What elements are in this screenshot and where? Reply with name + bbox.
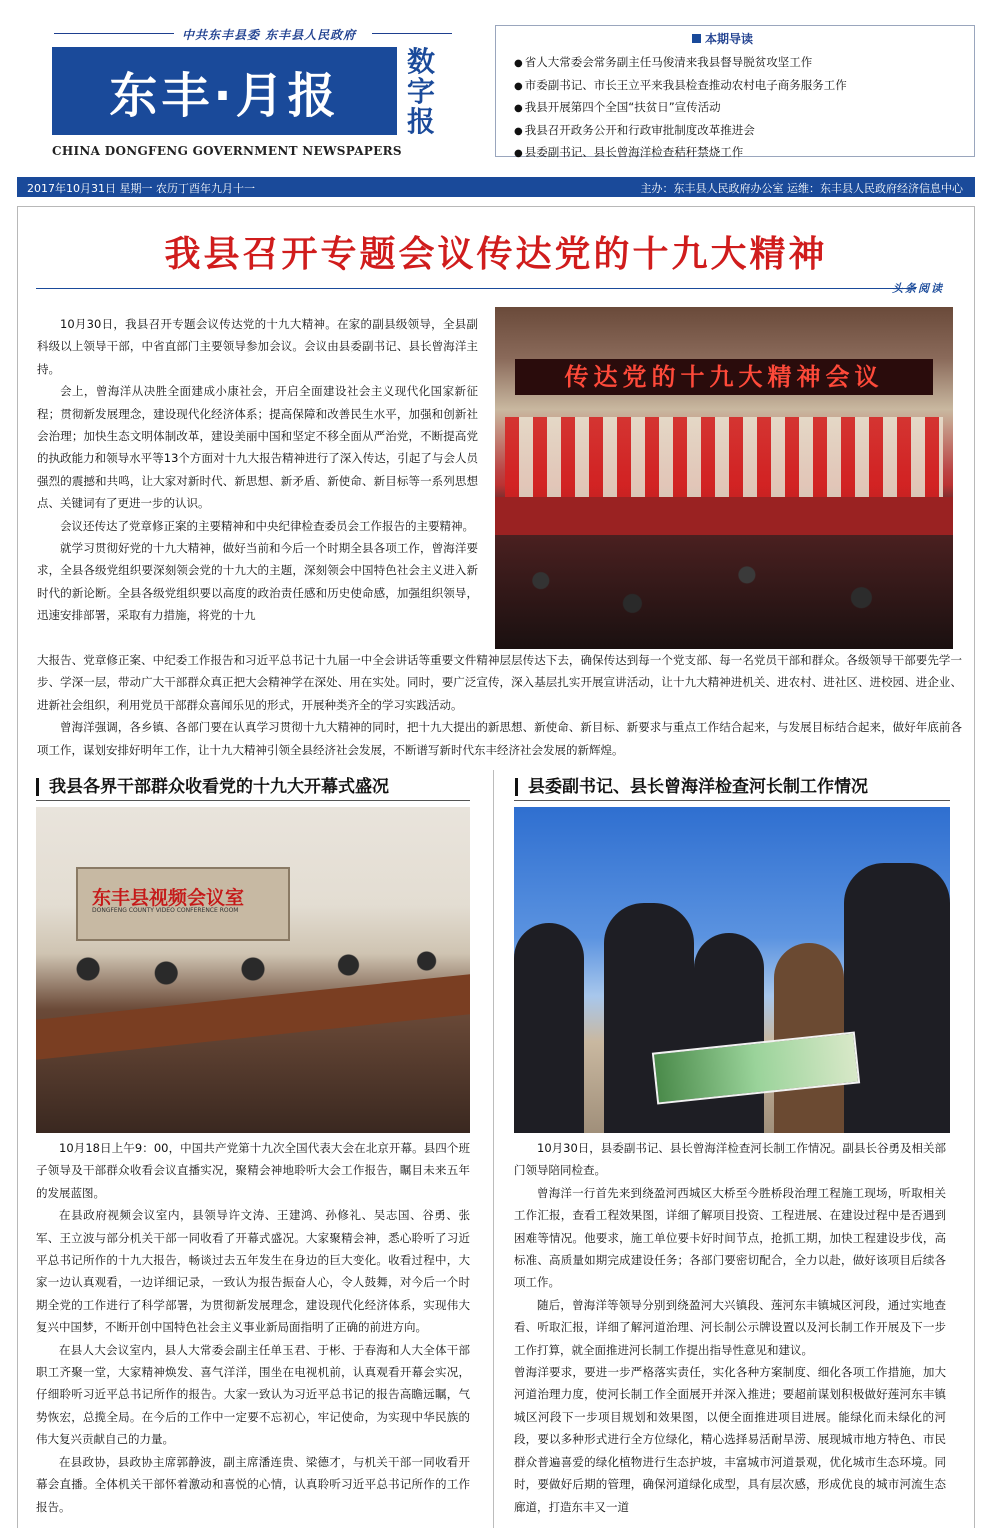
guide-link[interactable]: ● 县委副书记、县长曾海洋检查秸秆禁烧工作 <box>514 142 847 165</box>
photo-banner: 传达党的十九大精神会议 <box>515 359 933 395</box>
article1-title[interactable]: 我县各界干部群众收看党的十九大开幕式盛况 <box>36 778 389 796</box>
date-bar <box>17 177 975 197</box>
lead-headline[interactable]: 我县召开专题会议传达党的十九大精神 <box>164 233 828 275</box>
paragraph: 10月18日上午9：00，中国共产党第十九次全国代表大会在北京开幕。县四个班子领导及干部群众收看会议直播实况，聚精会神地聆听大会工作报告，瞩目未来五年的发展蓝图。 <box>36 1141 470 1200</box>
paragraph: 在县政协，县政协主席郭静波，副主席潘连贵、梁德才，与机关干部一同收看开幕会直播。全体机关干部怀着激动和喜悦的心情，认真聆听习近平总书记所作的工作报告。 <box>36 1454 470 1514</box>
issue-date: 2017年10月31日 星期一 农历丁酉年九月十一 <box>27 182 255 195</box>
article1-photo-conference-room <box>36 807 470 1133</box>
paragraph: 曾海洋一行首先来到绕盈河西城区大桥至今胜桥段治理工程施工现场，听取相关工作汇报，查看工程效果图，详细了解项目投资、工程进展、在建设过程中是否遇到困难等情况。他要求，施工单位要卡好时间节点，抢抓工期，加快工程建设步伐，高标准、高质量如期完成建设任务；各部门要密切配合，全力以赴，做好该项目后续各项工作。 <box>514 1185 946 1290</box>
photo-person <box>844 863 950 1133</box>
issue-guide-list <box>514 52 847 165</box>
lead-divider <box>36 288 916 289</box>
lead-tag: 头条阅读 <box>892 282 944 295</box>
guide-link[interactable]: ● 市委副书记、市长王立平来我县检查推动农村电子商务服务工作 <box>514 75 847 98</box>
paragraph: 就学习贯彻好党的十九大精神，做好当前和今后一个时期全县各项工作，曾海洋要求，全县各级党组织要深刻领会党的十九大的主题，深刻领会中国特色社会主义进入新时代的新论断。全县各级党组织要以高度的政治责任感和历史使命感，加强组织领导，迅速安排部署，采取有力措施，将党的十九 <box>37 541 478 623</box>
issue-guide-title: 本期导读 <box>692 30 753 47</box>
paragraph: 会上，曾海洋从决胜全面建成小康社会，开启全面建设社会主义现代化国家新征程；贯彻新发展理念，建设现代化经济体系；提高保障和改善民生水平，加强和创新社会治理；加快生态文明体制改革，建设美丽中国和坚定不移全面从严治党，不断提高党的执政能力和领导水平等13个方面对十九大报告精神进行了深入传达，引起了与会人员强烈的震撼和共鸣，让大家对新时代、新思想、新矛盾、新使命、新目标等一系列思想点、关键词有了更进一步的认识。 <box>37 384 478 511</box>
paragraph: 曾海洋强调，各乡镇、各部门要在认真学习贯彻十九大精神的同时，把十九大提出的新思想、新使命、新目标、新要求与重点工作结合起来，与发展目标结合起来，做好年底前各项工作，谋划安排好明年工作，让十九大精神引领全县经济社会发展，不断谱写新时代东丰经济社会发展的新辉煌。 <box>37 720 962 757</box>
paragraph: 在县政府视频会议室内，县领导许文涛、王建鸿、孙修礼、吴志国、谷勇、张军、王立波与部分机关干部一同收看了开幕式盛况。大家聚精会神，悉心聆听了习近平总书记所作的十九大报告，畅谈过去五年发生在身边的巨大变化。收看过程中，大家一边认真观看，一边详细记录，一致认为报告振奋人心，令人鼓舞，对今后一个时期全党的工作进行了科学部署，为贯彻新发展理念，建设现代化经济体系，实现伟大复兴中国梦，不断开创中国特色社会主义事业新局面指明了正确的前进方向。 <box>36 1208 470 1335</box>
masthead-org: 中共东丰县委 东丰县人民政府 <box>182 28 357 42</box>
masthead-english: CHINA DONGFENG GOVERNMENT NEWSPAPERS <box>52 144 402 158</box>
issue-guide-box <box>495 25 975 157</box>
masthead-digital-badge: 数 字 报 <box>406 45 435 138</box>
paragraph: 随后，曾海洋等领导分别到绕盈河大兴镇段、莲河东丰镇城区河段，通过实地查看、听取汇报，详细了解河道治理、河长制公示牌设置以及河长制工作开展及下一步工作打算，就全面推进河长制工作提出指导性意见和建议。 <box>514 1297 946 1357</box>
paragraph: 曾海洋要求，要进一步严格落实责任，实化各种方案制度、细化各项工作措施，加大河道治理力度，使河长制工作全面展开并深入推进；要超前谋划积极做好莲河东丰镇城区河段下一步项目规划和效果图，以便全面推进项目进展。能绿化而未绿化的河段，要以多种形式进行全方位绿化，精心选择易活耐旱涝、展现城市地方特色、市民群众普遍喜爱的绿化植物进行生态护坡，丰富城市河道景观，优化城市生态环境。同时，要做好后期的管理，确保河道绿化成型，具有层次感，形成优良的城市河流生态廊道，打造东丰又一道 <box>514 1365 946 1514</box>
publisher-info: 主办：东丰县人民政府办公室 运维：东丰县人民政府经济信息中心 <box>640 182 963 195</box>
column-divider <box>493 770 494 1528</box>
photo-screen: 东丰县视频会议室 DONGFENG COUNTY VIDEO CONFERENCE ROOM <box>76 867 290 941</box>
guide-link[interactable]: ● 我县召开政务公开和行政审批制度改革推进会 <box>514 120 847 143</box>
photo-audience <box>495 535 953 649</box>
photo-person <box>694 933 764 1133</box>
article2-title-rule <box>514 800 950 801</box>
paragraph: 大报告、党章修正案、中纪委工作报告和习近平总书记十九届一中全会讲话等重要文件精神层层传达下去，确保传达到每一个党支部、每一名党员干部和群众。各级领导干部要先学一步、学深一层，带动广大干部群众真正把大会精神学在深处、用在实处。同时，要广泛宣传，深入基层扎实开展宣讲活动，让十九大精神进机关、进农村、进社区、进校园、进企业、进新社会组织，利用党员干部群众喜闻乐见的形式，开展种类齐全的学习实践活动。 <box>37 653 962 712</box>
square-icon <box>692 34 701 43</box>
paragraph: 10月30日，我县召开专题会议传达党的十九大精神。在家的副县级领导，全县副科级以上领导干部，中省直部门主要领导参加会议。会议由县委副书记、县长曾海洋主持。 <box>37 317 478 376</box>
paragraph: 会议还传达了党章修正案的主要精神和中央纪律检查委员会工作报告的主要精神。 <box>60 518 474 533</box>
photo-flags <box>505 417 943 497</box>
lead-photo-meeting-hall <box>495 307 953 649</box>
lead-article-body-continued <box>37 649 962 761</box>
lead-article-body <box>37 313 478 627</box>
masthead-org-line <box>54 26 452 40</box>
guide-link[interactable]: ● 我县开展第四个全国“扶贫日”宣传活动 <box>514 97 847 120</box>
masthead-logo: 东丰·月报 <box>52 47 397 135</box>
article1-title-rule <box>36 800 470 801</box>
article2-title[interactable]: 县委副书记、县长曾海洋检查河长制工作情况 <box>515 778 868 796</box>
article2-body <box>514 1137 946 1518</box>
article2-photo-river-inspection <box>514 807 950 1133</box>
photo-person <box>514 923 584 1133</box>
paragraph: 10月30日，县委副书记、县长曾海洋检查河长制工作情况。副县长谷勇及相关部门领导陪同检查。 <box>514 1141 946 1178</box>
article1-body <box>36 1137 470 1518</box>
photo-stage <box>495 497 953 537</box>
guide-link[interactable]: ● 省人大常委会常务副主任马俊清来我县督导脱贫攻坚工作 <box>514 52 847 75</box>
paragraph: 在县人大会议室内，县人大常委会副主任单玉君、于彬、于春海和人大全体干部职工齐聚一堂，大家精神焕发、喜气洋洋，围坐在电视机前，认真观看开幕会实况，仔细聆听习近平总书记所作的报告。大家一致认为习近平总书记的报告高瞻远瞩，气势恢宏，总揽全局。在今后的工作中一定要不忘初心，牢记使命，为实现中华民族的伟大复兴贡献自己的力量。 <box>36 1342 470 1447</box>
